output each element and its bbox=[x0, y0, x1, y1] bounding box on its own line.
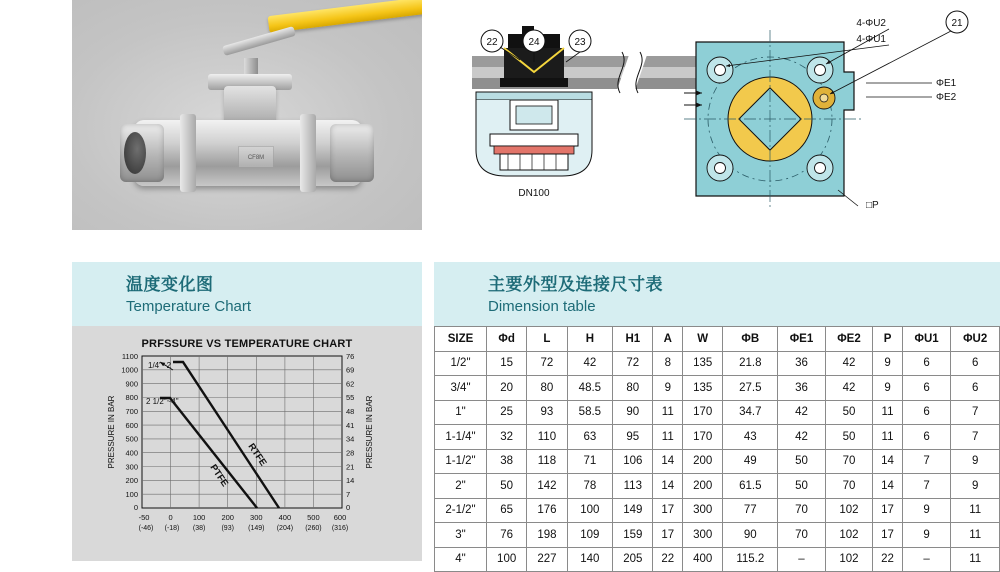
cell: 38 bbox=[487, 449, 527, 474]
dimension-title-en: Dimension table bbox=[488, 298, 596, 315]
table-row bbox=[435, 351, 1000, 376]
svg-text:900: 900 bbox=[125, 379, 138, 389]
svg-text:76: 76 bbox=[346, 352, 355, 361]
cell: 25 bbox=[487, 400, 527, 425]
cell: 142 bbox=[527, 474, 567, 499]
cell: 17 bbox=[873, 498, 903, 523]
valve-end-right bbox=[330, 124, 374, 182]
cell: 42 bbox=[778, 425, 825, 450]
cell: 1-1/2" bbox=[435, 449, 487, 474]
cell: 100 bbox=[487, 547, 527, 572]
cell: 50 bbox=[825, 400, 872, 425]
cell: 11 bbox=[873, 425, 903, 450]
table-row bbox=[435, 523, 1000, 548]
cell: 110 bbox=[527, 425, 567, 450]
cell: 200 bbox=[683, 474, 723, 499]
cell: 176 bbox=[527, 498, 567, 523]
cell: 9 bbox=[653, 376, 683, 401]
cell: 34.7 bbox=[723, 400, 778, 425]
cell: 70 bbox=[778, 498, 825, 523]
cell: 17 bbox=[653, 523, 683, 548]
cell: 72 bbox=[527, 351, 567, 376]
cell: 11 bbox=[951, 498, 1000, 523]
drawing-svg bbox=[434, 0, 1000, 230]
cell: 9 bbox=[902, 498, 951, 523]
table-row bbox=[435, 474, 1000, 499]
series-label-rtfe: RTFE bbox=[245, 441, 269, 469]
cell: 48.5 bbox=[567, 376, 613, 401]
col-p: P bbox=[873, 327, 903, 352]
cell: 78 bbox=[567, 474, 613, 499]
svg-text:28: 28 bbox=[346, 448, 355, 458]
cell: 14 bbox=[873, 474, 903, 499]
cell: 90 bbox=[723, 523, 778, 548]
svg-text:-50: -50 bbox=[138, 513, 150, 522]
valve-brand-tag: CF8M bbox=[238, 146, 274, 168]
cell: 70 bbox=[825, 449, 872, 474]
cell: 3" bbox=[435, 523, 487, 548]
cell: – bbox=[778, 547, 825, 572]
col-h: H bbox=[567, 327, 613, 352]
col-b: ΦB bbox=[723, 327, 778, 352]
cell: 22 bbox=[873, 547, 903, 572]
cell: 58.5 bbox=[567, 400, 613, 425]
svg-text:1000: 1000 bbox=[121, 365, 138, 375]
svg-text:600: 600 bbox=[333, 513, 347, 522]
chart-svg bbox=[72, 326, 422, 561]
cell: 14 bbox=[873, 449, 903, 474]
table-row bbox=[435, 376, 1000, 401]
cell: 42 bbox=[778, 400, 825, 425]
cell: 50 bbox=[778, 474, 825, 499]
technical-drawing bbox=[434, 0, 1000, 230]
cell: 15 bbox=[487, 351, 527, 376]
cell: 400 bbox=[683, 547, 723, 572]
cell: 76 bbox=[487, 523, 527, 548]
svg-text:(93): (93) bbox=[221, 525, 234, 532]
cell: – bbox=[902, 547, 951, 572]
cell: 170 bbox=[683, 400, 723, 425]
svg-text:(38): (38) bbox=[192, 525, 206, 532]
cell: 17 bbox=[873, 523, 903, 548]
cell: 77 bbox=[723, 498, 778, 523]
cell: 72 bbox=[613, 351, 653, 376]
drawing-label-p: □P bbox=[866, 200, 879, 211]
chart-ylabel-left: PRESSURE IN BAR bbox=[107, 395, 116, 469]
svg-text:(316): (316) bbox=[331, 525, 349, 532]
drawing-label-e2: ΦE2 bbox=[936, 92, 957, 103]
svg-text:14: 14 bbox=[346, 476, 355, 486]
svg-text:400: 400 bbox=[125, 448, 138, 458]
chart-yticks-right bbox=[346, 352, 354, 512]
chart-xticks-sub bbox=[139, 525, 349, 532]
cell: 6 bbox=[951, 351, 1000, 376]
cell: 22 bbox=[653, 547, 683, 572]
svg-text:0: 0 bbox=[168, 513, 173, 522]
chart-xticks bbox=[139, 513, 347, 522]
cell: 7 bbox=[902, 449, 951, 474]
cell: 11 bbox=[653, 400, 683, 425]
cell: 149 bbox=[613, 498, 653, 523]
cell: 170 bbox=[683, 425, 723, 450]
svg-text:7: 7 bbox=[346, 490, 351, 499]
svg-text:34: 34 bbox=[346, 434, 355, 444]
cell: 7 bbox=[951, 425, 1000, 450]
section-header-dimension bbox=[434, 262, 1000, 326]
svg-text:200: 200 bbox=[221, 513, 234, 522]
svg-text:0: 0 bbox=[346, 503, 351, 512]
cell: 7 bbox=[902, 474, 951, 499]
svg-text:600: 600 bbox=[125, 420, 138, 430]
cell: 100 bbox=[567, 498, 613, 523]
table-row bbox=[435, 425, 1000, 450]
chart-annotation-2: 2 1/2"~4" bbox=[146, 397, 179, 406]
cell: 27.5 bbox=[723, 376, 778, 401]
cell: 50 bbox=[825, 425, 872, 450]
cell: 36 bbox=[778, 351, 825, 376]
chart-yticks-left bbox=[121, 352, 138, 512]
cell: 65 bbox=[487, 498, 527, 523]
section-header-temperature bbox=[72, 262, 422, 326]
cell: 6 bbox=[902, 351, 951, 376]
svg-text:500: 500 bbox=[125, 434, 138, 444]
cell: 42 bbox=[825, 351, 872, 376]
dimension-table-wrap bbox=[434, 326, 1000, 566]
cell: 61.5 bbox=[723, 474, 778, 499]
cell: 50 bbox=[778, 449, 825, 474]
cell: 6 bbox=[902, 376, 951, 401]
svg-text:(149): (149) bbox=[248, 525, 265, 532]
chart-annotation-1: 1/4"~2 bbox=[148, 361, 172, 370]
col-e1: ΦE1 bbox=[778, 327, 825, 352]
cell: 11 bbox=[873, 400, 903, 425]
dimension-table bbox=[434, 326, 1000, 572]
svg-text:500: 500 bbox=[307, 513, 320, 522]
cell: 118 bbox=[527, 449, 567, 474]
cell: 42 bbox=[825, 376, 872, 401]
cell: 90 bbox=[613, 400, 653, 425]
cell: 71 bbox=[567, 449, 613, 474]
svg-text:55: 55 bbox=[346, 393, 355, 403]
valve-bore bbox=[124, 132, 146, 174]
cell: 205 bbox=[613, 547, 653, 572]
drawing-label-e1: ΦE1 bbox=[936, 78, 957, 89]
product-photo bbox=[72, 0, 422, 230]
svg-text:200: 200 bbox=[125, 476, 138, 486]
svg-text:(204): (204) bbox=[276, 525, 294, 532]
col-e2: ΦE2 bbox=[825, 327, 872, 352]
series-label-ptfe: PTFE bbox=[207, 462, 231, 489]
cell: 102 bbox=[825, 498, 872, 523]
temperature-title-en: Temperature Chart bbox=[126, 298, 252, 315]
svg-text:0: 0 bbox=[133, 503, 138, 512]
cell: 9 bbox=[873, 351, 903, 376]
drawing-label-dn: DN100 bbox=[518, 188, 550, 199]
temperature-title-cn: 温度变化图 bbox=[126, 275, 214, 294]
col-l: L bbox=[527, 327, 567, 352]
cell: 9 bbox=[951, 449, 1000, 474]
svg-text:(-46): (-46) bbox=[138, 525, 154, 532]
col-d: Φd bbox=[487, 327, 527, 352]
cell: 9 bbox=[902, 523, 951, 548]
cell: 115.2 bbox=[723, 547, 778, 572]
svg-text:700: 700 bbox=[125, 407, 138, 416]
cell: 70 bbox=[778, 523, 825, 548]
cell: 63 bbox=[567, 425, 613, 450]
cell: 1/2" bbox=[435, 351, 487, 376]
svg-text:(260): (260) bbox=[305, 525, 322, 532]
table-header-row bbox=[435, 327, 1000, 352]
cell: 227 bbox=[527, 547, 567, 572]
cell: 4" bbox=[435, 547, 487, 572]
col-a: A bbox=[653, 327, 683, 352]
cell: 50 bbox=[487, 474, 527, 499]
svg-text:400: 400 bbox=[278, 513, 292, 522]
cell: 42 bbox=[567, 351, 613, 376]
cell: 93 bbox=[527, 400, 567, 425]
cell: 140 bbox=[567, 547, 613, 572]
cell: 49 bbox=[723, 449, 778, 474]
cell: 135 bbox=[683, 376, 723, 401]
svg-text:800: 800 bbox=[125, 393, 138, 403]
col-size: SIZE bbox=[435, 327, 487, 352]
cell: 6 bbox=[951, 376, 1000, 401]
cell: 36 bbox=[778, 376, 825, 401]
svg-text:21: 21 bbox=[346, 462, 355, 472]
drawing-label-u2: 4-ΦU2 bbox=[856, 18, 886, 29]
cell: 6 bbox=[902, 425, 951, 450]
svg-text:100: 100 bbox=[125, 490, 138, 499]
cell: 109 bbox=[567, 523, 613, 548]
cell: 11 bbox=[951, 523, 1000, 548]
cell: 80 bbox=[613, 376, 653, 401]
svg-text:(-18): (-18) bbox=[164, 525, 180, 532]
cell: 8 bbox=[653, 351, 683, 376]
cell: 102 bbox=[825, 547, 872, 572]
cell: 43 bbox=[723, 425, 778, 450]
cell: 17 bbox=[653, 498, 683, 523]
cell: 20 bbox=[487, 376, 527, 401]
svg-text:300: 300 bbox=[125, 462, 138, 472]
cell: 300 bbox=[683, 523, 723, 548]
cell: 11 bbox=[653, 425, 683, 450]
cell: 2" bbox=[435, 474, 487, 499]
svg-text:300: 300 bbox=[250, 513, 263, 522]
table-row bbox=[435, 547, 1000, 572]
cell: 113 bbox=[613, 474, 653, 499]
col-w: W bbox=[683, 327, 723, 352]
cell: 159 bbox=[613, 523, 653, 548]
cell: 11 bbox=[951, 547, 1000, 572]
cell: 300 bbox=[683, 498, 723, 523]
table-row bbox=[435, 449, 1000, 474]
cell: 106 bbox=[613, 449, 653, 474]
callout-23: 23 bbox=[574, 37, 586, 48]
dimension-title-cn: 主要外型及连接尺寸表 bbox=[488, 275, 663, 294]
svg-text:100: 100 bbox=[192, 513, 206, 522]
cell: 198 bbox=[527, 523, 567, 548]
svg-text:1100: 1100 bbox=[121, 352, 138, 361]
cell: 6 bbox=[902, 400, 951, 425]
svg-text:69: 69 bbox=[346, 365, 355, 375]
svg-text:62: 62 bbox=[346, 379, 355, 389]
cell: 21.8 bbox=[723, 351, 778, 376]
cell: 14 bbox=[653, 449, 683, 474]
chart-title: PRFSSURE VS TEMPERATURE CHART bbox=[141, 338, 353, 350]
col-h1: H1 bbox=[613, 327, 653, 352]
cell: 7 bbox=[951, 400, 1000, 425]
cell: 3/4" bbox=[435, 376, 487, 401]
cell: 1" bbox=[435, 400, 487, 425]
col-u1: ΦU1 bbox=[902, 327, 951, 352]
cell: 70 bbox=[825, 474, 872, 499]
cell: 135 bbox=[683, 351, 723, 376]
cell: 80 bbox=[527, 376, 567, 401]
drawing-label-u1: 4-ΦU1 bbox=[856, 34, 886, 45]
chart-ylabel-right: PRESSURE IN BAR bbox=[365, 395, 374, 469]
callout-22: 22 bbox=[486, 37, 498, 48]
cell: 9 bbox=[951, 474, 1000, 499]
temperature-chart-panel bbox=[72, 326, 422, 561]
callout-21: 21 bbox=[951, 18, 963, 29]
svg-text:41: 41 bbox=[346, 420, 355, 430]
cell: 200 bbox=[683, 449, 723, 474]
col-u2: ΦU2 bbox=[951, 327, 1000, 352]
cell: 102 bbox=[825, 523, 872, 548]
cell: 14 bbox=[653, 474, 683, 499]
table-row bbox=[435, 400, 1000, 425]
cell: 2-1/2" bbox=[435, 498, 487, 523]
cell: 95 bbox=[613, 425, 653, 450]
table-row bbox=[435, 498, 1000, 523]
cell: 9 bbox=[873, 376, 903, 401]
callout-24: 24 bbox=[528, 37, 540, 48]
cell: 1-1/4" bbox=[435, 425, 487, 450]
svg-text:48: 48 bbox=[346, 407, 355, 416]
cell: 32 bbox=[487, 425, 527, 450]
